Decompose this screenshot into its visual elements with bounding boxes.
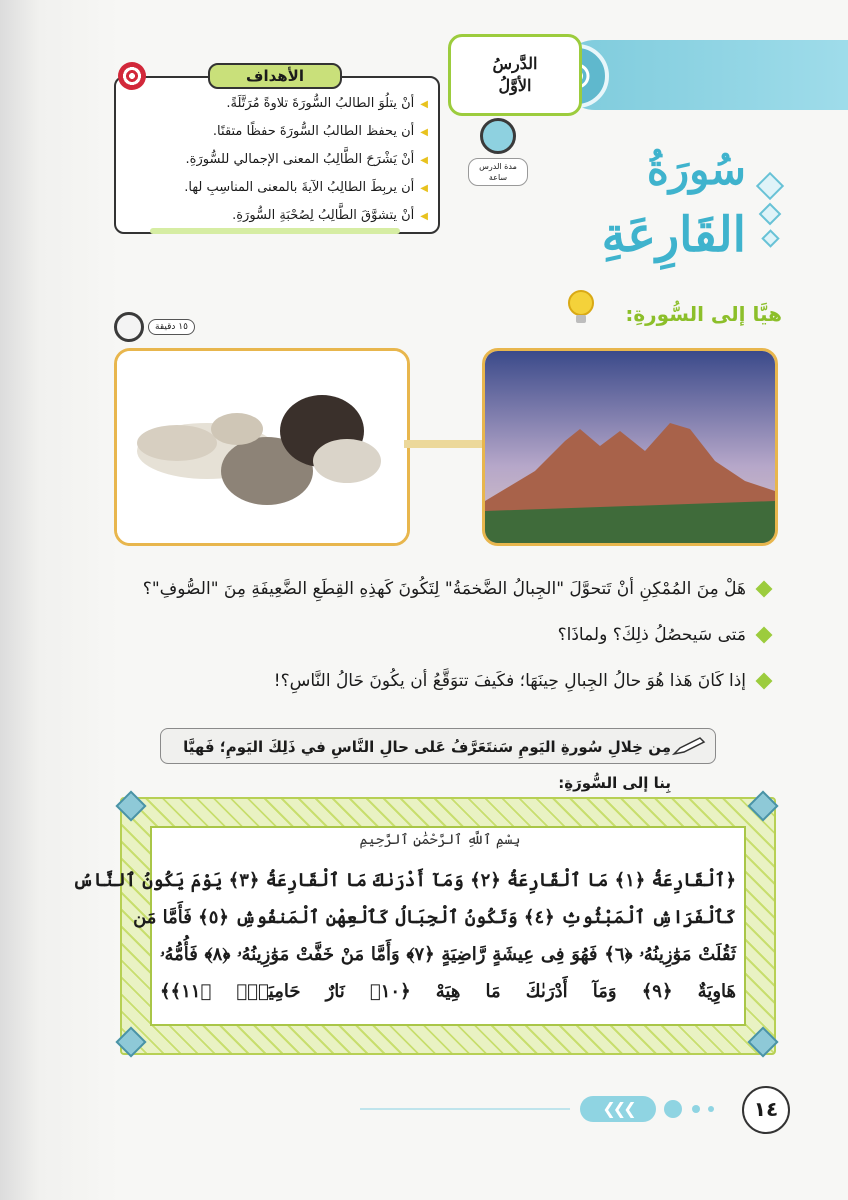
lesson-tag: [448, 34, 582, 116]
timer-label: ١٥ دقيقة: [148, 319, 195, 335]
verse-line: هَاوِيَةٌ ﴿٩﴾ وَمَآ أَدْرَىٰكَ مَا هِيَهْ ﴿١٠﴾ نَارٌ حَامِيَةٌۢ ﴿١١﴾﴾: [160, 981, 736, 1002]
objective-item: ◀ أنْ يتشوَّقَ الطَّالِبُ لِصُحْبَةِ السُّورَةِ.: [122, 202, 428, 230]
question-text: هَلْ مِنَ المُمْكِنِ أنْ تَتحوَّلَ "الجِبالُ الضَّخمَةُ" لِتَكُونَ كَهذِهِ القِطَعِ الضَّعِيفَةِ مِنَ "الصُّوفِ"؟: [142, 579, 746, 599]
transition-note: مِن خِلالِ سُورةِ اليَومِ سَنتَعَرَّفُ عَلى حالِ النَّاسِ في ذَلِكَ اليَومِ؛ فَهيَّا بِنا إلى السُّورَةِ:: [160, 728, 716, 764]
verse-line: ﴿ٱلْقَارِعَةُ ﴿١﴾ مَا ٱلْقَارِعَةُ ﴿٢﴾ وَمَآ أَدْرَىٰكَ مَا ٱلْقَارِعَةُ ﴿٣﴾ يَوْمَ يَكُونُ ٱلنَّاسُ: [72, 870, 736, 891]
objective-item: ◀ أن يربِطَ الطالِبُ الآيةَ بالمعنى المناسِبِ لها.: [122, 174, 428, 202]
question-item: [120, 664, 770, 710]
diamond-icon: [759, 203, 782, 226]
target-icon: [118, 62, 146, 90]
quran-verses: [72, 862, 736, 1010]
mountain-image: [482, 348, 778, 546]
wool-image: [114, 348, 410, 546]
question-item: [120, 572, 770, 618]
bullet-icon: [756, 581, 773, 598]
image-connector: [404, 440, 482, 448]
question-text: إذا كَانَ هَذا هُوَ حالُ الجِبالِ حِينَهَا؛ فكَيفَ تتوَقَّعُ أن يكُونَ حَالُ النَّاسِ؟!: [273, 671, 746, 691]
pen-icon: [672, 736, 706, 756]
diamond-icon: [761, 229, 779, 247]
page-number: ١٤: [742, 1086, 790, 1134]
objectives-title: الأهداف: [208, 63, 342, 89]
objective-item: ◀ أنْ يتلُوَ الطالبُ السُّورَةَ تلاوةً مُرَتَّلَةً.: [122, 90, 428, 118]
activity-timer: [114, 312, 195, 342]
question-text: مَتى سَيحصُلُ ذلِكَ؟ ولماذَا؟: [557, 625, 746, 645]
bullet-icon: [756, 673, 773, 690]
lesson-tag-line2: الأوَّلُ: [498, 76, 532, 95]
verse-line: ثَقُلَتْ مَوَٰزِينُهُۥ ﴿٦﴾ فَهُوَ فِى عِيشَةٍ رَّاضِيَةٍ ﴿٧﴾ وَأَمَّا مَنْ خَفَّتْ مَوَٰزِينُهُۥ ﴿٨﴾ فَأُمُّهُۥ: [160, 944, 736, 965]
chevrons-icon: ❮❮❮: [580, 1096, 656, 1122]
lesson-tag-line1: الدَّرسُ: [492, 54, 538, 73]
objective-item: ◀ أنْ يَشْرَحَ الطَّالِبُ المعنى الإجمالي للسُّورَةِ.: [122, 146, 428, 174]
objectives-underline: [150, 228, 400, 234]
question-item: [120, 618, 770, 664]
verse-line: كَٱلْفَرَاشِ ٱلْمَبْثُوثِ ﴿٤﴾ وَتَكُونُ ٱلْجِبَالُ كَٱلْعِهْنِ ٱلْمَنفُوشِ ﴿٥﴾ فَأَمَّا مَن: [133, 907, 736, 928]
section-heading: هيَّا إلى السُّورةِ:: [625, 302, 782, 326]
duration-label: مدة الدرس ساعة: [468, 158, 528, 186]
lesson-duration: [468, 118, 528, 186]
lightbulb-icon: [566, 288, 596, 328]
objective-item: ◀ أن يحفظ الطالبُ السُّورَةَ حفظًا متقنًا.: [122, 118, 428, 146]
diamond-icon: [756, 172, 784, 200]
dot-icon: [708, 1106, 714, 1112]
dot-icon: [664, 1100, 682, 1118]
bullet-icon: [756, 627, 773, 644]
basmala: بِسْمِ ٱللَّهِ ٱلرَّحْمَٰنِ ٱلرَّحِيمِ: [359, 832, 521, 848]
dot-icon: [692, 1105, 700, 1113]
stopwatch-icon: [114, 312, 144, 342]
surah-title-line1: سُورَةُ: [646, 145, 746, 194]
surah-title: [560, 140, 746, 270]
stopwatch-icon: [480, 118, 516, 154]
objectives-list: [122, 90, 428, 230]
questions-list: [120, 572, 770, 710]
surah-title-line2: القَارِعَةِ: [601, 207, 746, 263]
title-decoration: [755, 170, 785, 255]
footer-line: [360, 1108, 570, 1110]
